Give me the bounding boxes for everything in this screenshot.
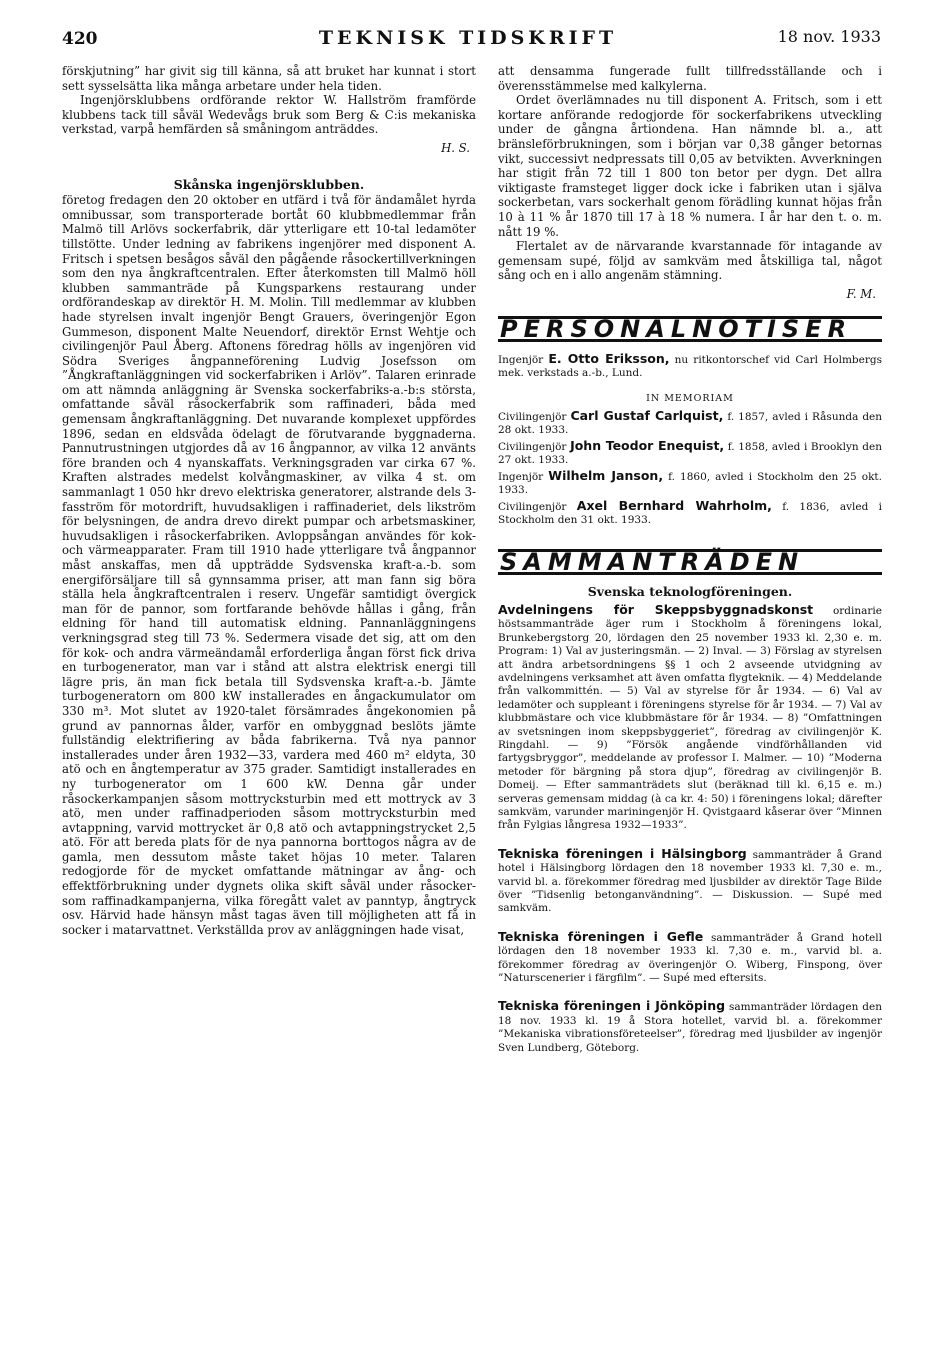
memoriam-heading: IN MEMORIAM — [646, 393, 734, 405]
person-name: E. Otto Eriksson, — [548, 351, 670, 367]
entry-text: sammanträder å Grand hotell lördagen den 18 november 1933 kl. 7,30 e. m., varvid bl. a. förekommer föredrag av överingenjör O. Wiberg, Finspong, över ”Naturscenerier i färgfilm”. — Supé med eftersits. — [498, 931, 882, 985]
author-signature: F. M. — [846, 286, 876, 301]
meeting-entry — [498, 999, 882, 1055]
memoriam-notice — [498, 439, 882, 467]
entry-name: Tekniska föreningen i Gefle — [498, 928, 704, 944]
paragraph: Flertalet av de närvarande kvarstannade för intagande av gemensam supé, följd av samkväm med åtskilliga tal, något sång och en i allo angenäm stämning. — [498, 239, 882, 283]
page-header — [0, 27, 936, 53]
entry-name: Tekniska föreningen i Hälsingborg — [498, 845, 747, 861]
author-signature: H. S. — [441, 140, 470, 155]
meeting-entry — [498, 930, 882, 986]
personal-notice — [498, 352, 882, 380]
paragraph: Ordet överlämnades nu till disponent A. Fritsch, som i ett kortare anförande redogjorde för sockerfabrikens utveckling under de gångna årtiondena. Han nämnde bl. a., att bränsleförbrukningen, som i början var 0,38 gånger betornas vikt, successivt nedpressats till 0,05 av betvikten. Avverkningen har stigit från 72 till 1 800 ton betor per dygn. Det allra viktigaste framsteget ligger dock icke i fabriken utan i själva sockerbetan, vars sockerhalt genom förädling kunnat höjas från 10 à 11 % år 1870 till 17 à 18 % numera. I år har den t. o. m. nått 19 %. — [498, 93, 882, 239]
entry-text: sammanträder lördagen den 18 nov. 1933 kl. 19 å Stora hotellet, varvid bl. a. förekommer ”Mekaniska vibrationsföreteelser”, föredrag med ljusbilder av ingenjör Sven Lundberg, Göteborg. — [498, 1001, 882, 1054]
entry-name: Tekniska föreningen i Jönköping — [498, 998, 726, 1014]
issue-date: 18 nov. 1933 — [777, 27, 881, 46]
notice-text: f. 1836, avled i Stockholm den 31 okt. 1933. — [498, 500, 883, 526]
notice-text: f. 1860, avled i Stockholm den 25 okt. 1933. — [498, 470, 882, 496]
memoriam-notice — [498, 499, 882, 527]
title-text: Civilingenjör — [498, 440, 571, 453]
journal-title: TEKNISK TIDSKRIFT — [318, 27, 618, 49]
subsection-heading: Svenska teknologföreningen. — [587, 584, 793, 600]
person-name: Carl Gustaf Carlquist, — [570, 407, 724, 423]
section-banner-sammantraden: SAMMANTRÄDEN — [498, 549, 882, 576]
notice-text: f. 1858, avled i Brooklyn den 27 okt. 1933. — [498, 440, 882, 466]
person-name: Axel Bernhard Wahrholm, — [576, 497, 772, 513]
title-text: Civilingenjör — [498, 410, 571, 423]
section-heading: Skånska ingenjörsklubben. — [173, 176, 365, 192]
paragraph: att densamma fungerade fullt tillfredsställande och i överensstämmelse med kalkylerna. — [498, 64, 882, 93]
section-banner-personalnotiser: PERSONALNOTISER — [498, 316, 882, 343]
notice-text: f. 1857, avled i Råsunda den 28 okt. 1933. — [498, 410, 883, 436]
paragraph: förskjutning” har givit sig till känna, så att bruket har kunnat i stort sett sysselsätta lika många arbetare under hela tiden. — [62, 64, 476, 93]
entry-name: Avdelningens för Skeppsbyggnadskonst — [498, 601, 814, 617]
notice-text: nu ritkontorschef vid Carl Holmbergs mek. verkstads a.-b., Lund. — [498, 354, 882, 380]
meeting-entry — [498, 847, 882, 916]
paragraph: Ingenjörsklubbens ordförande rektor W. Hallström framförde klubbens tack till såväl Wedevågs bruk som Berg & C:is mekaniska verkstad, varpå hemfärden så småningom anträddes. — [62, 93, 476, 137]
left-column — [62, 64, 476, 937]
title-text: Ingenjör — [498, 470, 549, 483]
entry-text: ordinarie höstsammanträde äger rum i Stockholm å föreningens lokal, Brunkebergstorg 20, lördagen den 25 november 1933 kl. 2,30 e. m. Program: 1) Val av justeringsmän. — 2) Inval. — 3) Förslag av styrelsen att ändra arbetsordningens §§ 1 och 2 avseende utvidgning av avdelningens verksamhet att även omfatta flygteknik. — 4) Meddelande från valkommittén. — 5) Val av styrelse för år 1934. — 6) Val av ledamöter och suppleant i föreningens styrelse för år 1934. — 7) Val av klubbmästare och vice klubbmästare för år 1934. — 8) ”Omfattningen av svetsningen inom skeppsbyggeriet”, föredrag av civilingenjör K. Ringdahl. — 9) ”Försök angående vindförhållanden vid fartygsbryggor”, meddelande av professor I. Malmer. — 10) ”Moderna metoder för bärgning på stora djup”, föredrag av civilingenjör B. Domeij. — Efter sammanträdets slut (beräknad till kl. 6,15 e. m.) serveras gemensam middag (à ca kr. 4: 50) i föreningens lokal; därefter samkväm, varunder mariningenjör H. Qvistgaard kåserar över ”Minnen från Fylgias långresa 1932—1933”. — [498, 604, 882, 832]
meeting-entry — [498, 603, 882, 833]
entry-text: sammanträder å Grand hotel i Hälsingborg lördagen den 18 november 1933 kl. 7,30 e. m., varvid bl. a. förekommer föredrag med ljusbilder av direktör Tage Bilde över ”Tidsenlig betonganvändning”. — Diskussion. — Supé med samkväm. — [498, 848, 882, 915]
right-column — [498, 64, 882, 1069]
page-number: 420 — [62, 29, 98, 49]
memoriam-notice — [498, 409, 882, 437]
title-text: Civilingenjör — [498, 500, 577, 513]
person-name: Wilhelm Janson, — [548, 467, 664, 483]
person-name: John Teodor Enequist, — [570, 437, 725, 453]
memoriam-notice — [498, 469, 882, 497]
paragraph: företog fredagen den 20 oktober en utfärd i två för ändamålet hyrda omnibussar, som transporterade bortåt 60 klubbmedlemmar från Malmö till Arlövs sockerfabrik, där ytterligare ett 10-tal ledamöter tillstötte. Under ledning av fabrikens ingenjörer med disponent A. Fritsch i spetsen besågos såväl den pågående råsockertillverkningen som den nya ångkraftcentralen. Efter återkomsten till Malmö höll klubben sammanträde på Kungsparkens restaurang under ordförandeskap av direktör H. M. Molin. Till medlemmar av klubben hade styrelsen invalt ingenjör Bengt Grauers, överingenjör Egon Gummeson, disponent Malte Neuendorf, direktör Ernst Wehtje och civilingenjör Paul Åberg. Aftonens föredrag hölls av ingenjören vid Södra Sveriges ångpanneförening Ludvig Josefsson om ”Ångkraftanläggningen vid sockerfabriken i Arlöv”. Talaren erinrade om att nämnda anläggning är Svenska sockerfabriks-a.-b:s största, omfattande såväl råsockerfabrik som raffinaderi, båda med gemensam ångkraftanläggning. Det nuvarande komplexet uppfördes 1896, sedan en eldsvåda ödelagt de förutvarande byggnaderna. Pannutrustningen utgjordes då av 16 ångpannor, av vilka 12 använts före branden och 4 nyanskaffats. Verkningsgraden var cirka 67 %. Kraften alstrades medelst kolvångmaskiner, av vilka 4 st. om sammanlagt 1 050 hkr drevo elektriska generatorer, alstrande dels 3-fasström för motordrift, huvudsakligen i raffinaderiet, dels likström för belysningen, de andra drevo direkt pumpar och arbetsmaskiner, huvudsakligen i råsockerfabriken. Avloppsångan användes för kok- och värmeapparater. Fram till 1910 hade ytterligare två ångpannor måst anskaffas, men då uppträdde Sydsvenska kraft-a.-b. som energiförsäljare till så gynnsamma priser, att man fann sig böra ställa hela ångkraftcentralen i reserv. Ungefär samtidigt övergick man för de pannor, som fortfarande behövde hållas i gång, från eldning för hand till automatisk eldning. Pannanläggningens verkningsgrad steg till 73 %. Sedermera visade det sig, att om den för kok- och andra värmeändamål erforderliga ångan först fick driva en turbogenerator, man var i stånd att alstra elektrisk energi till lägre pris, än man fick betala till Sydsvenska kraft-a.-b. Jämte turbogeneratorn om 800 kW installerades en ångackumulator om 330 m³. Mot slutet av 1920-talet försämrades ångekonomien på grund av pannornas ålder, varför en ombyggnad beslöts jämte fullständig elektrifiering av båda fabrikerna. Två nya pannor installerades under åren 1932—33, vardera med 460 m² eldyta, 30 atö och en ångtemperatur av 375 grader. Samtidigt installerades en ny turbogenerator om 1 600 kW. Denna går under råsockerkampanjen såsom mottrycksturbin med ett mottryck av 3 atö, men under raffinadperioden såsom mottrycksturbin med avtappning, varvid mottrycket är 0,8 atö och avtappningstrycket 2,5 atö. För att bereda plats för de nya pannorna borttogos några av de gamla, men dessutom måste taket höjas 10 meter. Talaren redogjorde för de mycket omfattande mätningar av ång- och effektförbrukning under dygnets olika skift såväl under råsocker- som raffinadkampanjerna, vilka föregått valet av panntyp, ångtryck osv. Härvid hade hänsyn måst tagas även till möjligheten att få in socker i matarvattnet. Verkställda prov av anläggningen hade visat, — [62, 193, 476, 937]
title-text: Ingenjör — [498, 354, 549, 367]
